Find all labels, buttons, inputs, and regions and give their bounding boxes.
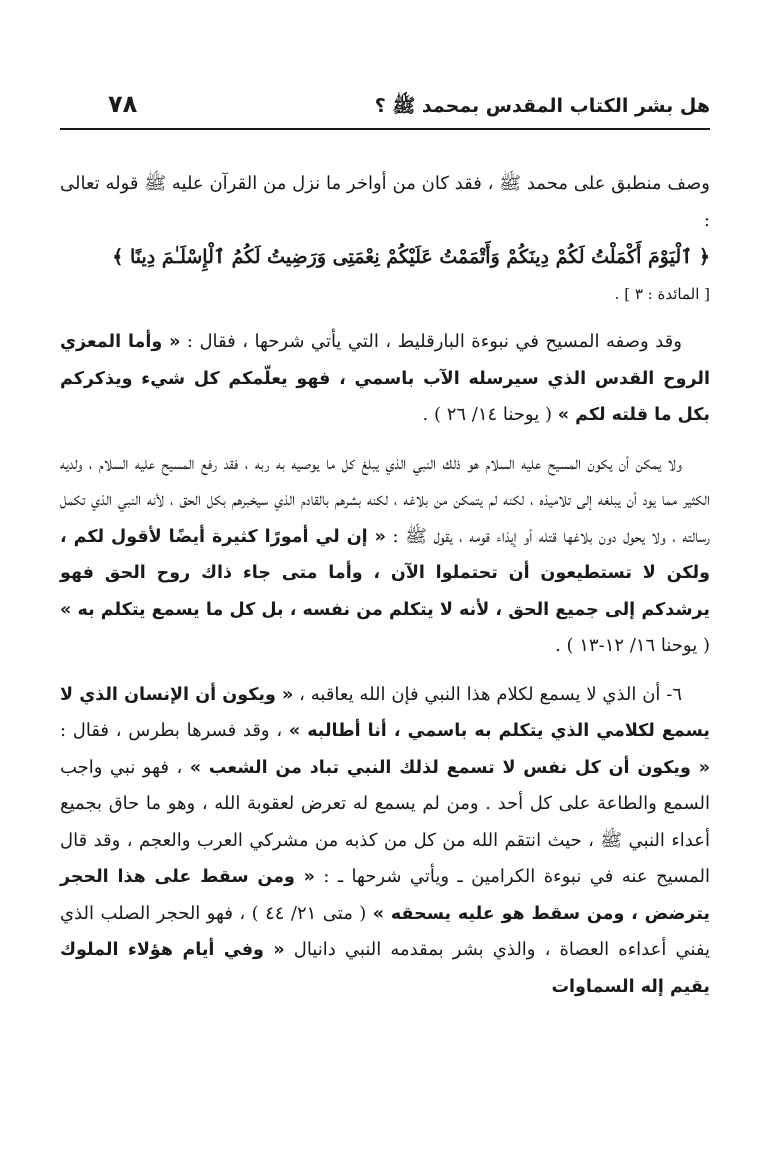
- bible-quote: « وفي أيام هؤلاء الملوك يقيم إله السماوات: [60, 940, 710, 997]
- bible-quote: « ويكون أن الإنسان الذي لا يسمع لكلامي الذي يتكلم به باسمي ، أنا أطالبه »: [60, 684, 710, 741]
- paragraph-text: ( متى ٢١/ ٤٤ ) ، فهو الحجر الصلب الذي يفني أعداءه العصاة ، والذي بشر بمقدمه النبي دانيال: [60, 902, 710, 960]
- bible-quote: « وأما المعزي الروح القدس الذي سيرسله الآب باسمي ، فهو يعلّمكم كل شيء ويذكركم بكل ما قلته لكم »: [60, 332, 710, 425]
- page-title: هل بشر الكتاب المقدس بمحمد ﷺ ؟: [374, 95, 710, 117]
- paragraph-text: وصف منطبق على محمد ﷺ ، فقد كان من أواخر ما نزل من القرآن عليه ﷺ قوله تعالى :: [60, 173, 710, 231]
- paragraph-text: ، فهو نبي واجب السمع والطاعة على كل أحد . ومن لم يسمع له تعرض لعقوبة الله ، وهو ما حاق بجميع أعداء النبي ﷺ ، حيث انتقم الله من كل من كذبه من مشركي العرب والعجم ، وقد قال المسيح عنه في نبوءة الكرامين ـ ويأتي شرحها ـ :: [60, 756, 710, 887]
- paragraph-2: [60, 324, 710, 434]
- paragraph-text: ، وقد فسرها بطرس ، فقال :: [60, 720, 289, 741]
- paragraph-text: وقد وصفه المسيح في نبوءة البارقليط ، التي يأتي شرحها ، فقال :: [180, 331, 682, 352]
- paragraph-4: [60, 677, 710, 1006]
- bible-reference: ( يوحنا ١٦/ ١٢-١٣ ) .: [555, 635, 710, 656]
- quran-reference: [ المائدة : ٣ ] .: [614, 284, 710, 303]
- bible-quote: « ومن سقط على هذا الحجر يترضض ، ومن سقط هو عليه يسحقه »: [60, 867, 710, 924]
- bible-quote: « ويكون أن كل نفس لا تسمع لذلك النبي تباد من الشعب »: [189, 757, 710, 778]
- book-page: [60, 0, 710, 1169]
- page-body: [60, 166, 710, 1005]
- quran-verse: ﴿ ٱلْيَوْمَ أَكْمَلْتُ لَكُمْ دِينَكُمْ وَأَتْمَمْتُ عَلَيْكُمْ نِعْمَتِى وَرَضِيتُ لَكُمُ ٱلْإِسْلَـٰمَ دِينًا ﴾: [112, 246, 710, 268]
- bible-reference: ( يوحنا ١٤/ ٢٦ ) .: [422, 404, 558, 425]
- paragraph-3: [60, 446, 710, 665]
- running-header: [60, 92, 710, 130]
- paragraph-1: [60, 166, 710, 312]
- paragraph-text: ٦- أن الذي لا يسمع لكلام هذا النبي فإن الله يعاقبه ،: [293, 683, 682, 705]
- page-number: ٧٨: [102, 90, 143, 118]
- paragraph-text: ولا يمكن أن يكون المسيح عليه السلام هو ذلك النبي الذي يبلغ كل ما يوصيه به ربه ، فقد رفع المسيح عليه السلام ، ولديه الكثير مما يود أن يبلغه إلى تلاميذه ، لكنه لم يتمكن من بلاغه ، لكنه بشرهم بالقادم الذي سيخبرهم بكل الحق ، لأنه النبي الذي تكمل رسالته ، ولا يحول دون بلاغها قتله أو إيذاء قومه ، يقول ﷺ :: [60, 452, 711, 547]
- bible-quote: « إن لي أمورًا كثيرة أيضًا لأقول لكم ، ولكن لا تستطيعون أن تحتملوا الآن ، وأما متى جاء ذاك روح الحق فهو يرشدكم إلى جميع الحق ، لأنه لا يتكلم من نفسه ، بل كل ما يسمع يتكلم به »: [60, 526, 710, 620]
